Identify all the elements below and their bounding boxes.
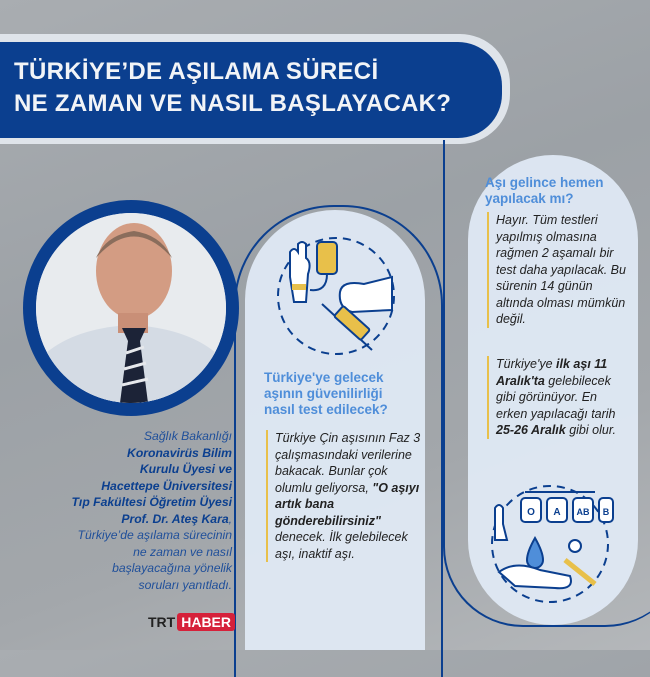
svg-text:B: B [602, 507, 610, 517]
trt-haber-logo: TRT HABER [148, 613, 235, 631]
right-question: Aşı gelince hemen yapılacak mı? [485, 175, 604, 206]
profile-caption: Sağlık Bakanlığı Koronavirüs Bilim Kurulu Üyesi ve Hacettepe Üniversitesi Tıp Fakültesi Öğretim Üyesi Prof. Dr. Ateş Kara, Türkiye’de aşılama sürecinin ne zaman ve nasıl başlayacağına yönelik soruları yanıtladı. [71, 429, 232, 592]
medical-vaccine-icon [272, 232, 400, 360]
avatar [36, 213, 226, 403]
middle-answer: Türkiye Çin aşısının Faz 3 çalışmasındaki verilerine bakacak. Bunlar çok olumlu geliyorsa, "O aşıyı artık bana gönderebilirsiniz" denecek. İlk gelebilecek aşı, inaktif aşı. [266, 430, 423, 562]
page-title: TÜRKİYE’DE AŞILAMA SÜRECİ NE ZAMAN VE NASIL BAŞLAYACAK? [14, 58, 452, 117]
middle-question: Türkiye'ye gelecek aşının güvenilirliği nasıl test edilecek? [264, 370, 388, 417]
blood-donation-icon [485, 480, 615, 608]
svg-text:O: O [527, 507, 535, 518]
svg-text:AB: AB [576, 507, 590, 517]
person-photo-icon [36, 213, 226, 403]
right-answer-2: Türkiye'ye ilk aşı 11 Aralık'ta gelebilecek gibi görünüyor. En erken yapılacağı tarih 25-26 Aralık gibi olur. [487, 356, 628, 439]
right-answer-1: Hayır. Tüm testleri yapılmış olmasına rağmen 2 aşamalı bir test daha yapılacak. Bu sürenin 14 günün altında olması mümkün değil. [487, 212, 628, 328]
svg-text:A: A [553, 507, 561, 518]
